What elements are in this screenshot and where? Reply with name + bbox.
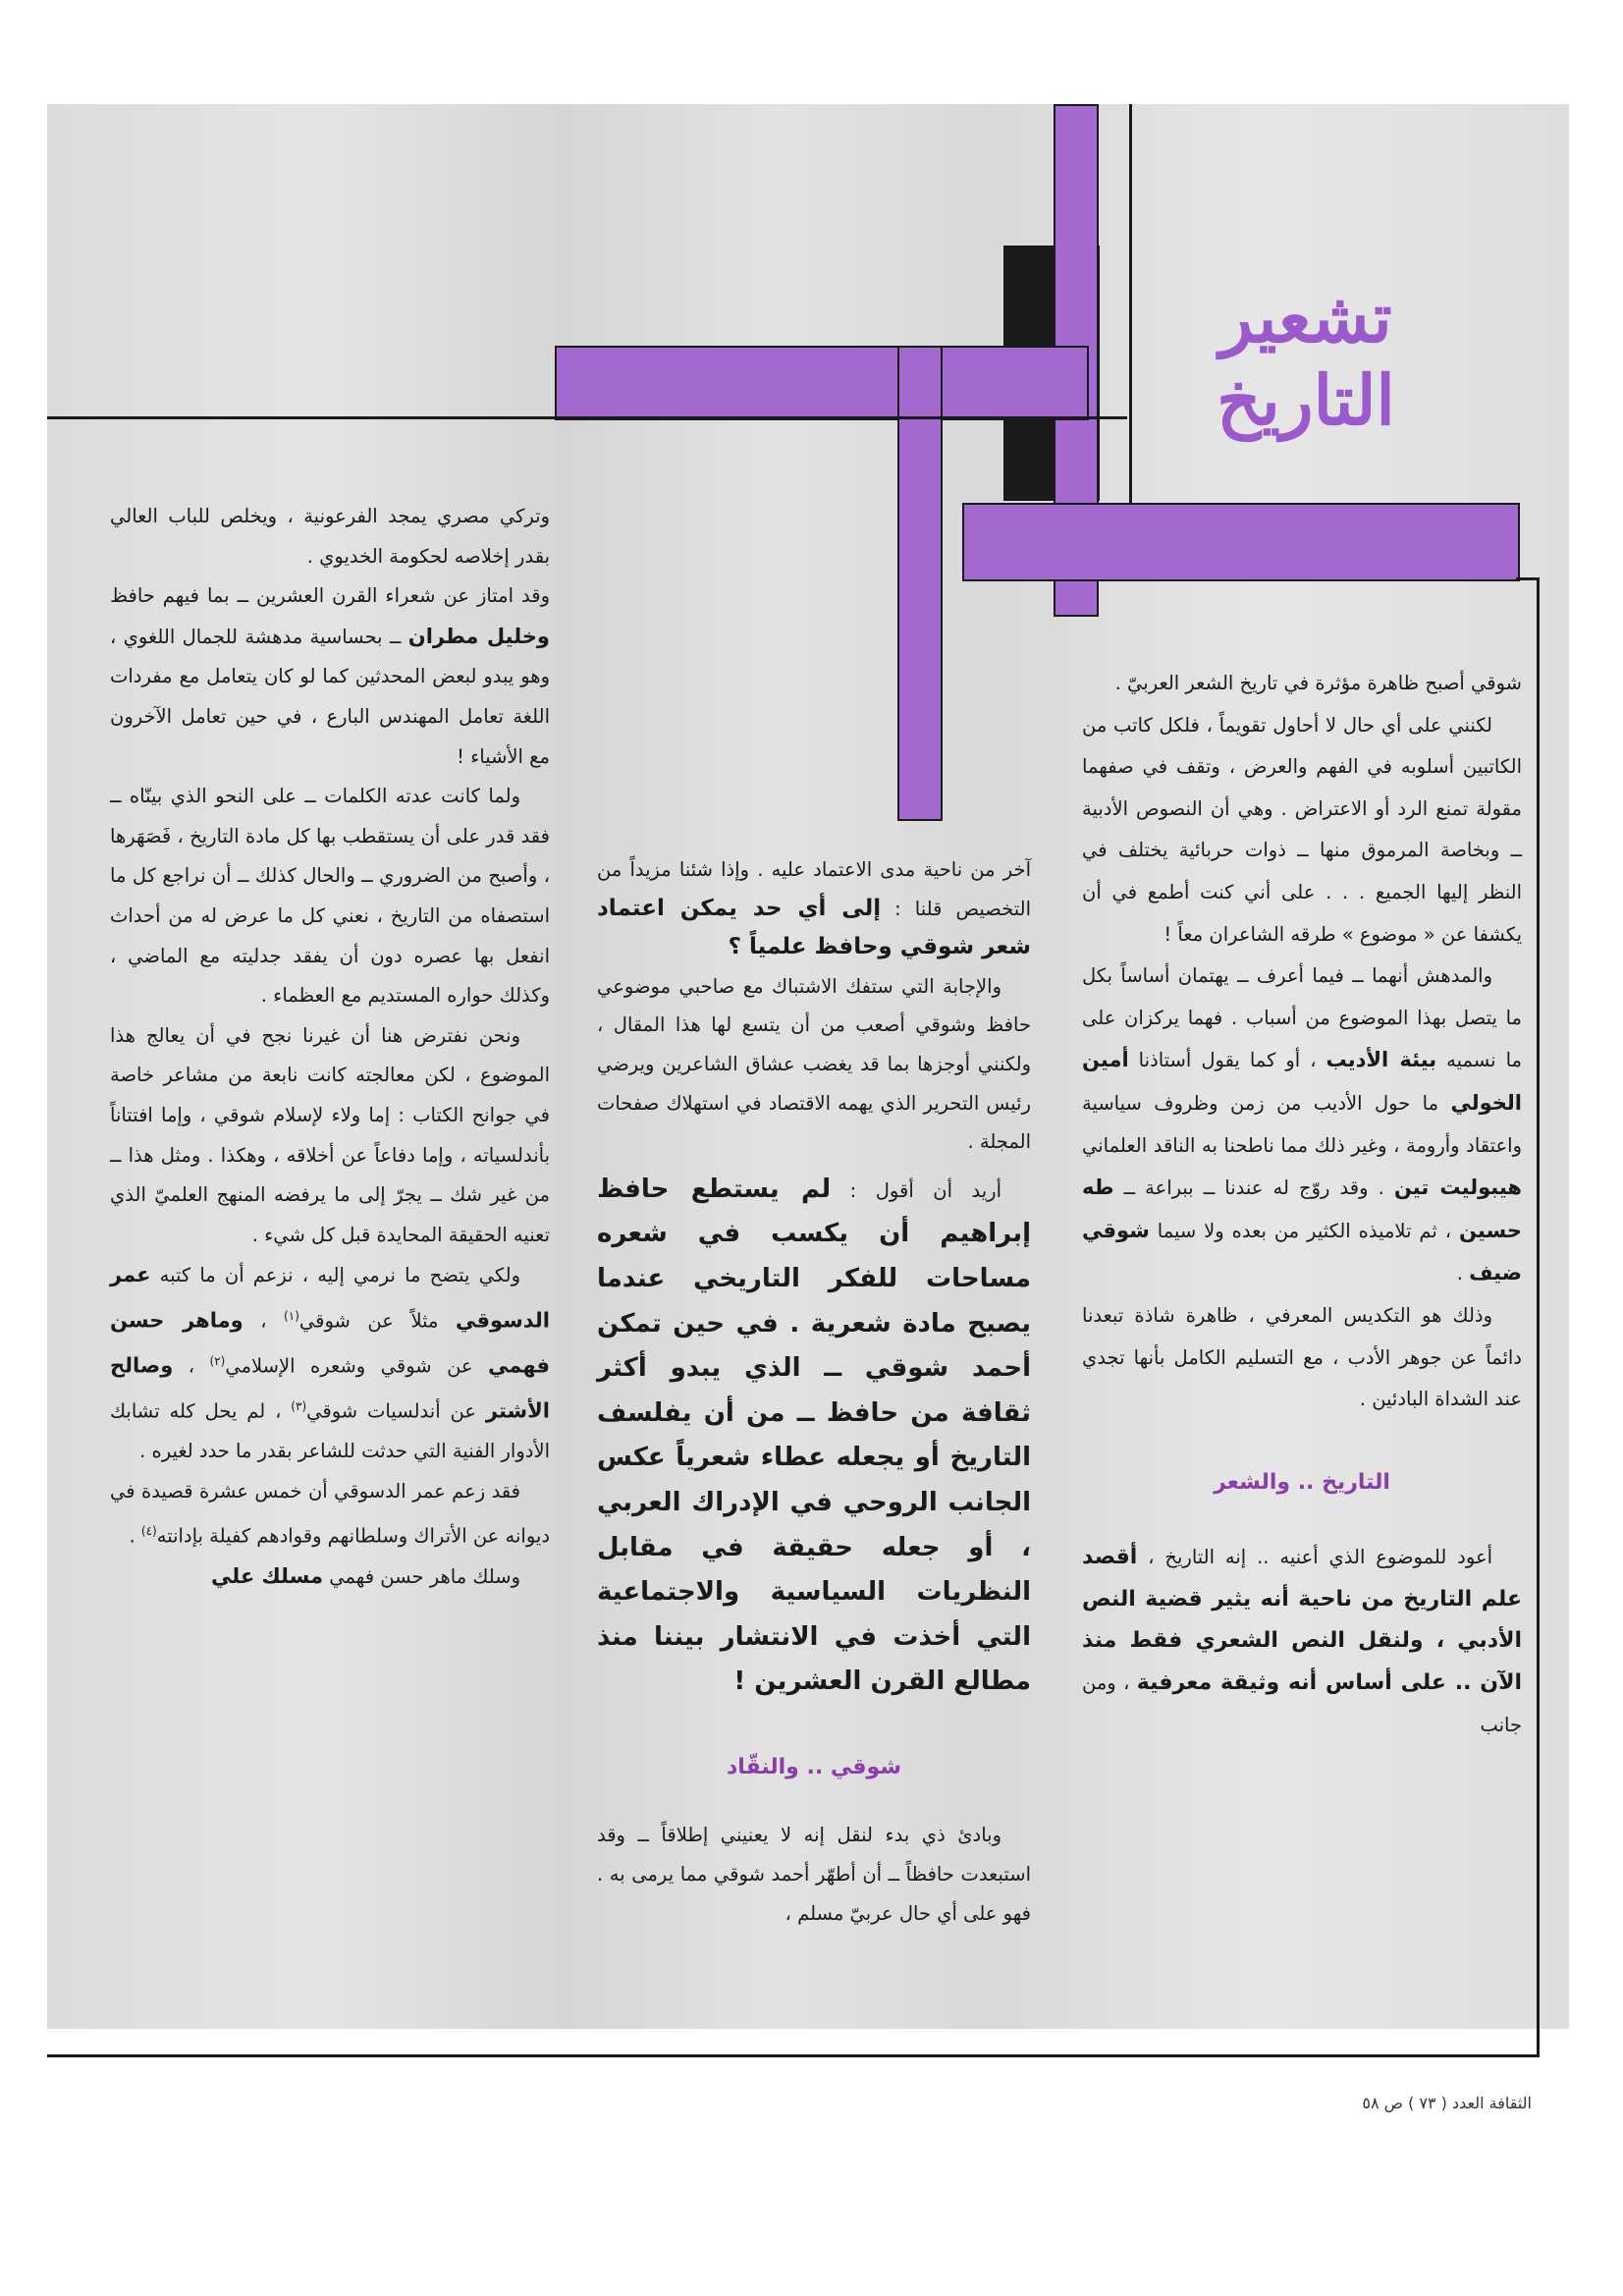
bold-term: بيئة الأديب xyxy=(1325,1048,1437,1072)
right-column-frame-corner xyxy=(1516,577,1540,580)
col3-paragraph-4: ونحن نفترض هنا أن غيرنا نجح في أن يعالج هذا الموضوع ، لكن معالجته كانت نابعة من مشاعر خاصة في جوانح الكتاب : إما ولاء لإسلام شوقي ، وإما افتتاناً بأندلسياته ، وإما دفاعاً عن أخلاقه ، وهكذا . ومثل هذا ــ من غير شك ــ يجرّ إلى ما يرفضه المنهج العلميّ الذي تعنيه الحقيقة المحايدة قبل كل شيء . xyxy=(110,1023,550,1246)
col1-paragraph-4: وذلك هو التكديس المعرفي ، ظاهرة شاذة تبعدنا دائماً عن جوهر الأدب ، مع التسليم الكامل بأنها تجدي عند الشداة البادئين . xyxy=(1082,1303,1522,1411)
text-run: ، أو كما يقول أستاذنا xyxy=(1128,1049,1326,1072)
col2-paragraph-2: والإجابة التي ستفك الاشتباك مع صاحبي موضوعي حافظ وشوقي أصعب من أن يتسع لها هذا المقال ، ولكنني أوجزها بما قد يغضب عشاق الشاعرين ويرضي رئيس التحرير الذي يهمه الاقتصاد في استهلاك صفحات المجلة . xyxy=(597,974,1031,1154)
col2-paragraph-3 xyxy=(597,1168,1031,1705)
footnote-marker: (٣) xyxy=(291,1399,307,1414)
text-run: ، ومن جانب xyxy=(1082,1671,1522,1736)
col3-paragraph-7 xyxy=(110,1557,550,1598)
column-middle xyxy=(597,850,1031,1933)
text-run: أريد أن أقول : xyxy=(831,1178,1001,1202)
text-run: عن شوقي وشعره الإسلامي xyxy=(225,1354,489,1378)
bold-term: وخليل مطران xyxy=(407,624,550,648)
frame-line-horizontal xyxy=(47,416,1127,419)
text-run: ، xyxy=(243,1309,285,1333)
purple-horizontal-bar-bottom xyxy=(962,503,1520,581)
bold-term: مسلك علي xyxy=(211,1564,323,1589)
bold-term: عمر الدسوقي xyxy=(110,1263,550,1333)
right-column-frame-vertical xyxy=(1537,577,1540,2054)
title-line-2: التاريخ xyxy=(1217,359,1395,441)
col3-paragraph-2 xyxy=(110,576,550,777)
purple-horizontal-bar-top xyxy=(555,346,1089,420)
col1-paragraph-1: شوقي أصبح ظاهرة مؤثرة في تاريخ الشعر العربيّ . xyxy=(1114,672,1522,694)
bold-term: طه حسين xyxy=(1082,1175,1522,1242)
col3-paragraph-1: وتركي مصري يمجد الفرعونية ، ويخلص للباب العالي بقدر إخلاصه لحكومة الخديوي . xyxy=(110,505,550,568)
bold-term: أمين الخولي xyxy=(1082,1048,1522,1115)
col3-paragraph-5 xyxy=(110,1255,550,1471)
text-run: . xyxy=(129,1524,141,1548)
text-run: . xyxy=(1456,1262,1470,1285)
col2-subheading: شوقي .. والنقّاد xyxy=(727,1754,901,1779)
footnote-marker: (١) xyxy=(284,1308,299,1323)
bold-passage: أقصد علم التاريخ من ناحية أنه يثير قضية النص الأدبي ، ولنقل النص الشعري فقط منذ الآن .. على أساس أنه وثيقة معرفية xyxy=(1082,1545,1522,1696)
bold-thesis: لم يستطع حافظ إبراهيم أن يكسب في شعره مساحات للفكر التاريخي عندما يصبح مادة شعرية . في حين تمكن أحمد شوقي ــ الذي يبدو أكثر ثقافة من حافظ ــ من أن يفلسف التاريخ أو يجعله عطاء شعرياً عكس الجانب الروحي في الإدراك العربي ، أو جعله حقيقة في مقابل النظريات السياسية والاجتماعية التي أخذت في الانتشار بيننا منذ مطالع القرن العشرين ! xyxy=(597,1174,1031,1697)
title-line-1: تشعير xyxy=(1219,277,1392,358)
page-title xyxy=(1149,277,1463,442)
text-run: ولكي يتضح ما نرمي إليه ، نزعم أن ما كتبه xyxy=(150,1264,520,1287)
bold-term: وماهر حسن فهمي xyxy=(110,1308,550,1378)
col2-paragraph-4: وبادئ ذي بدء لنقل إنه لا يعنيني إطلاقاً ــ وقد استبعدت حافظاً ــ أن أطهّر أحمد شوقي مما يرمى به . فهو على أي حال عربيّ مسلم ، xyxy=(597,1824,1031,1925)
text-run: وسلك ماهر حسن فهمي xyxy=(323,1565,520,1589)
bold-term: هيبوليت تين xyxy=(1393,1175,1522,1200)
col2-paragraph-1 xyxy=(597,850,1031,967)
text-run: وقد امتاز عن شعراء القرن العشرين ــ بما فيهم حافظ xyxy=(110,584,550,608)
text-run: فقد زعم عمر الدسوقي أن خمس عشرة قصيدة في ديوانه عن الأتراك وسلطانهم وقوادهم كفيلة بإدانته xyxy=(110,1479,550,1548)
text-run: آخر من ناحية مدى الاعتماد عليه . وإذا شئنا مزيداً من التخصيص قلنا : xyxy=(597,858,1031,920)
frame-line-vertical xyxy=(1129,104,1132,503)
text-run: . وقد روّج له عندنا ــ ببراعة ــ xyxy=(1113,1176,1394,1200)
col1-paragraph-3 xyxy=(1082,956,1522,1295)
col1-paragraph-2: لكنني على أي حال لا أحاول تقويماً ، فلكل كاتب من الكاتبين أسلوبه في الفهم والعرض ، وتقف في صفهما مقولة تمنع الرد أو الاعتراض . وهي أن النصوص الأدبية ــ وبخاصة المرموق منها ــ ذوات حربائية يختلف في النظر إليها الجميع . . . على أني كنت أطمع في أن يكشفا عن « موضوع » طرقه الشاعران معاً ! xyxy=(1082,713,1522,946)
footnote-marker: (٢) xyxy=(209,1353,226,1368)
text-run: ، لم يحل كله تشابك الأدوار الفنية التي حدثت للشاعر بقدر ما حدد لغيره . xyxy=(110,1399,550,1463)
text-run: ما حول الأديب من زمن وظروف سياسية واعتقاد وأرومة ، وغير ذلك مما ناطحنا به الناقد العلماني xyxy=(1082,1091,1522,1157)
page-footer: الثقافة العدد ( ٧٣ ) ص ٥٨ xyxy=(1362,2094,1532,2112)
bold-question: إلى أي حد يمكن اعتماد شعر شوقي وحافظ علمياً ؟ xyxy=(597,895,1031,960)
text-run: والمدهش أنهما ــ فيما أعرف ــ يهتمان أساساً بكل ما يتصل بهذا الموضوع من أسباب . فهما يركزان على ما نسميه xyxy=(1082,964,1522,1072)
text-run: عن أندلسيات شوقي xyxy=(306,1399,486,1423)
text-run: ، xyxy=(173,1354,210,1378)
column-left xyxy=(110,497,550,1598)
text-run: مثلاً عن شوقي xyxy=(298,1309,456,1333)
text-run: ــ بحساسية مدهشة للجمال اللغوي ، وهو يبدو لبعض المحدثين كما لو كان يتعامل مع مفردات اللغة تعامل المهندس البارع ، في حين تعامل الآخرون مع الأشياء ! xyxy=(110,625,550,768)
bold-term: شوقي ضيف xyxy=(1082,1218,1522,1285)
text-run: ، ثم تلاميذه الكثير من بعده ولا سيما xyxy=(1149,1219,1460,1242)
bottom-rule xyxy=(47,2054,1540,2057)
text-run: أعود للموضوع الذي أعنيه .. إنه التاريخ ، xyxy=(1137,1546,1492,1569)
col3-paragraph-3: ولما كانت عدته الكلمات ــ على النحو الذي بينّاه ــ فقد قدر على أن يستقطب بها كل مادة التاريخ ، فَصَهَرها ، وأصبح من الضروري ــ والحال كذلك ــ أن نراجع كل ما استصفاه من التاريخ ، نعني كل ما عرض له من أحداث انفعل بها عصره دون أن يفقد جدليته مع الماضي ، وكذلك حواره المستديم مع العظماء . xyxy=(110,785,550,1008)
col1-paragraph-5 xyxy=(1082,1537,1522,1746)
footnote-marker: (٤) xyxy=(140,1524,157,1539)
col1-subheading: التاريخ .. والشعر xyxy=(1214,1469,1390,1495)
bold-term: وصالح الأشتر xyxy=(110,1353,550,1423)
column-right xyxy=(1082,663,1522,1746)
col3-paragraph-6 xyxy=(110,1472,550,1558)
